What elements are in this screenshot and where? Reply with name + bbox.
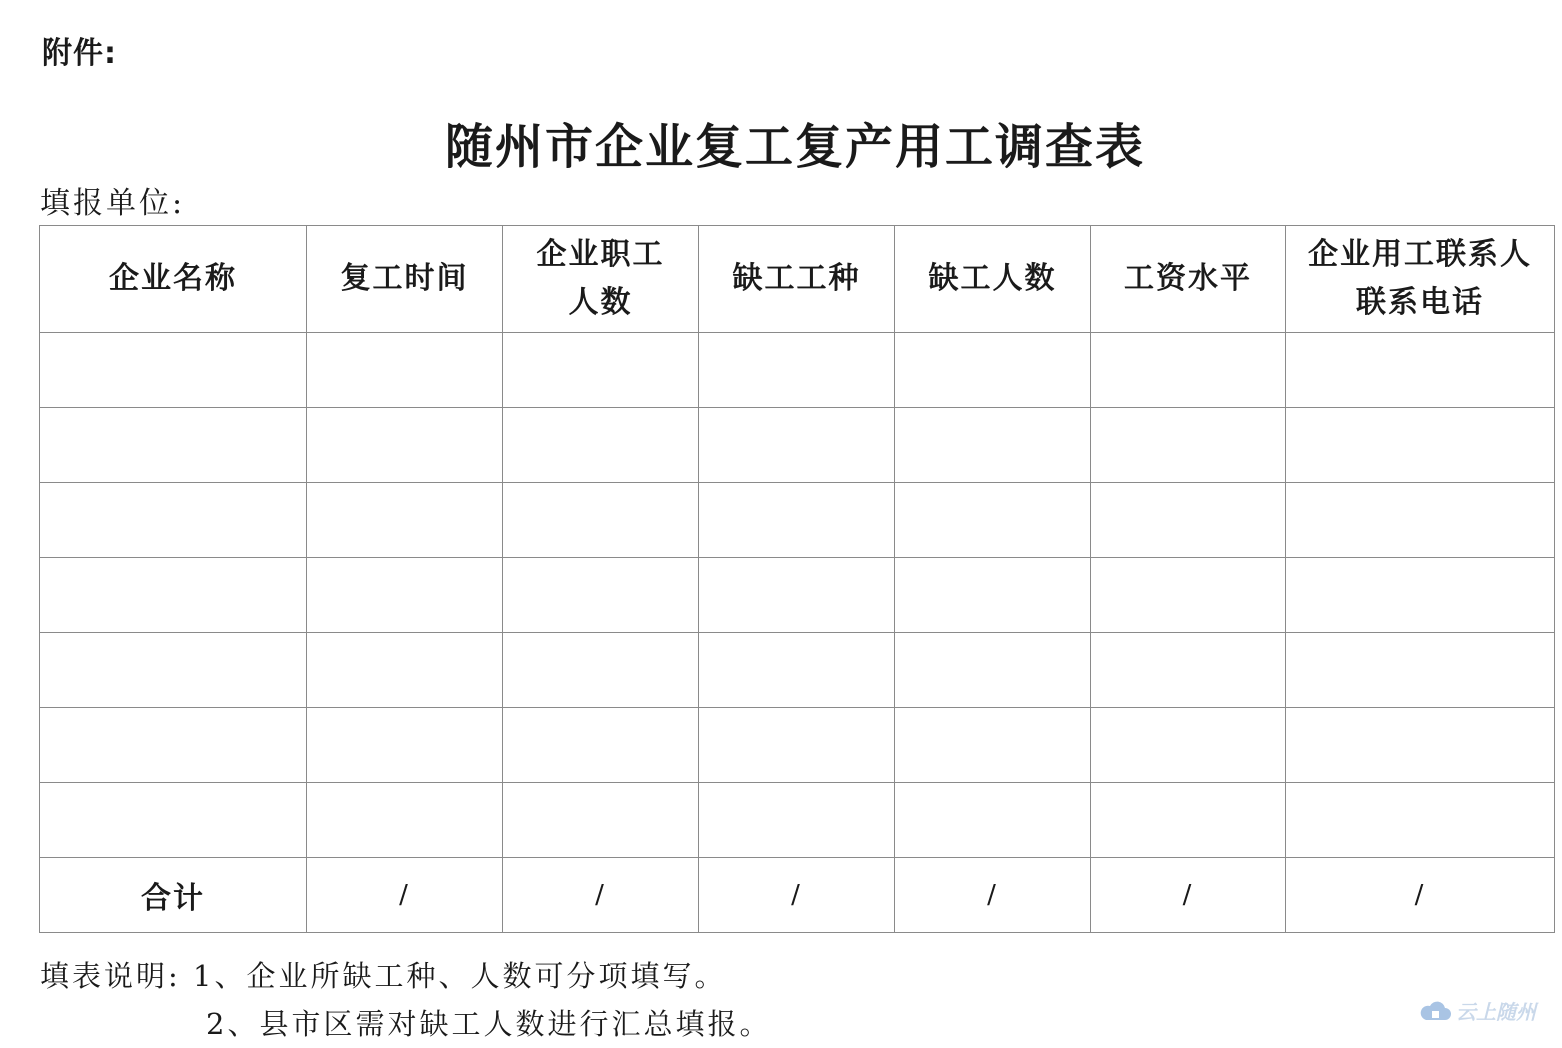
table-cell <box>699 408 895 483</box>
fill-instructions <box>40 952 771 1048</box>
table-cell <box>699 483 895 558</box>
table-cell <box>699 708 895 783</box>
header-resume-time: 复工时间 <box>307 226 503 333</box>
total-cell: / <box>1286 858 1555 933</box>
table-cell <box>40 708 307 783</box>
header-shortage-type: 缺工工种 <box>699 226 895 333</box>
table-cell <box>503 783 699 858</box>
table-cell <box>1091 408 1286 483</box>
table-cell <box>699 558 895 633</box>
table-cell <box>1286 483 1555 558</box>
table-cell <box>307 483 503 558</box>
table-cell <box>1091 633 1286 708</box>
table-cell <box>699 783 895 858</box>
table-cell <box>1091 783 1286 858</box>
cloud-icon <box>1418 1000 1452 1022</box>
total-cell: / <box>699 858 895 933</box>
table-cell <box>40 408 307 483</box>
table-cell <box>895 333 1091 408</box>
table-cell <box>1091 333 1286 408</box>
total-cell: / <box>307 858 503 933</box>
table-row <box>40 633 1555 708</box>
table-cell <box>895 558 1091 633</box>
table-row <box>40 483 1555 558</box>
table-cell <box>40 783 307 858</box>
table-cell <box>1091 483 1286 558</box>
table-cell <box>40 333 307 408</box>
table-row <box>40 708 1555 783</box>
total-label: 合计 <box>40 858 307 933</box>
table-row <box>40 783 1555 858</box>
table-cell <box>895 633 1091 708</box>
table-cell <box>1286 633 1555 708</box>
attachment-label: 附件: <box>42 36 117 71</box>
table-cell <box>503 633 699 708</box>
survey-table <box>39 225 1555 933</box>
reporting-unit-label: 填报单位: <box>40 186 186 221</box>
table-cell <box>307 708 503 783</box>
header-shortage-count: 缺工人数 <box>895 226 1091 333</box>
table-cell <box>307 333 503 408</box>
header-contact: 企业用工联系人 联系电话 <box>1286 226 1555 333</box>
table-cell <box>1286 408 1555 483</box>
table-cell <box>307 558 503 633</box>
table-cell <box>503 483 699 558</box>
table-cell <box>1286 558 1555 633</box>
table-header-row <box>40 226 1555 333</box>
instruction-line-1: 填表说明: 1、企业所缺工种、人数可分项填写。 <box>40 959 727 993</box>
total-cell: / <box>1091 858 1286 933</box>
table-cell <box>699 333 895 408</box>
table-cell <box>895 783 1091 858</box>
table-cell <box>895 408 1091 483</box>
table-cell <box>503 708 699 783</box>
total-cell: / <box>895 858 1091 933</box>
table-row <box>40 408 1555 483</box>
table-cell <box>1091 708 1286 783</box>
table-cell <box>699 633 895 708</box>
table-cell <box>307 408 503 483</box>
header-company-name: 企业名称 <box>40 226 307 333</box>
header-wage-level: 工资水平 <box>1091 226 1286 333</box>
table-row <box>40 558 1555 633</box>
table-cell <box>1286 333 1555 408</box>
table-cell <box>895 483 1091 558</box>
table-cell <box>895 708 1091 783</box>
table-cell <box>503 558 699 633</box>
watermark <box>1418 996 1536 1025</box>
watermark-text: 云上随州 <box>1456 1000 1536 1024</box>
table-cell <box>40 633 307 708</box>
table-cell <box>1286 783 1555 858</box>
header-employee-count: 企业职工 人数 <box>503 226 699 333</box>
table-cell <box>307 783 503 858</box>
table-cell <box>503 408 699 483</box>
table-cell <box>503 333 699 408</box>
instruction-line-2: 2、县市区需对缺工人数进行汇总填报。 <box>206 1007 772 1041</box>
table-cell <box>307 633 503 708</box>
table-row <box>40 333 1555 408</box>
page-title: 随州市企业复工复产用工调查表 <box>444 119 1145 175</box>
table-cell <box>1091 558 1286 633</box>
table-cell <box>40 558 307 633</box>
total-row <box>40 858 1555 933</box>
table-cell <box>1286 708 1555 783</box>
table-cell <box>40 483 307 558</box>
total-cell: / <box>503 858 699 933</box>
